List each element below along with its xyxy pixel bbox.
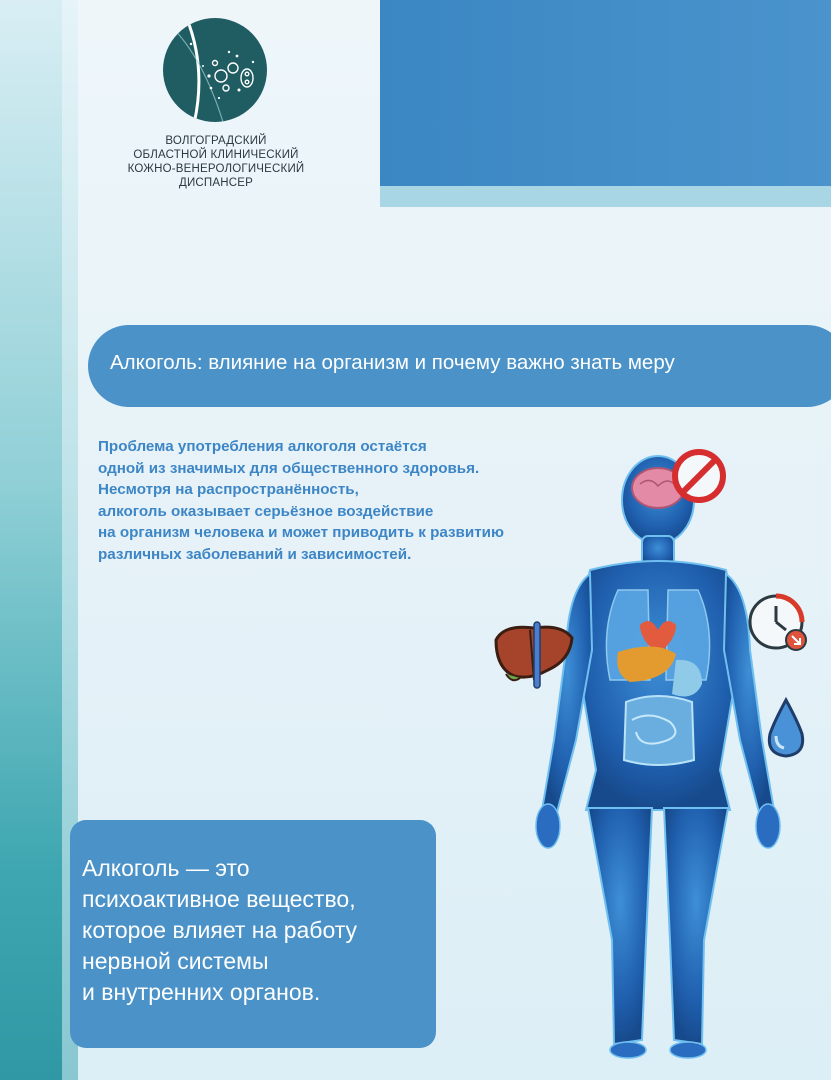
prohibition-icon xyxy=(670,447,728,505)
organization-name-line: КОЖНО-ВЕНЕРОЛОГИЧЕСКИЙ xyxy=(127,163,305,175)
organization-name xyxy=(110,134,322,190)
definition-line: психоактивное вещество, xyxy=(82,886,356,912)
intro-line: на организм человека и может приводить к развитию xyxy=(98,524,504,542)
definition-line: Алкоголь — это xyxy=(82,855,250,881)
definition-line: которое влияет на работу xyxy=(82,917,358,943)
organization-name-line: ВОЛГОГРАДСКИЙ xyxy=(165,135,267,147)
definition-text xyxy=(82,853,432,1008)
organization-logo-icon xyxy=(163,18,267,122)
definition-line: нервной системы xyxy=(82,948,269,974)
definition-line: и внутренних органов. xyxy=(82,979,321,1005)
intro-line: алкоголь оказывает серьёзное воздействие xyxy=(98,502,434,520)
intro-line: одной из значимых для общественного здоровья. xyxy=(98,459,480,477)
organization-name-line: ДИСПАНСЕР xyxy=(178,177,254,189)
intro-line: различных заболеваний и зависимостей. xyxy=(98,545,412,563)
organization-name-line: ОБЛАСТНОЙ КЛИНИЧЕСКИЙ xyxy=(133,149,299,161)
water-drop-icon xyxy=(762,696,810,760)
top-banner xyxy=(380,0,831,186)
human-body-icon xyxy=(480,440,831,1080)
page-title: Алкоголь: влияние на организм и почему важно знать меру xyxy=(110,351,675,374)
intro-line: Проблема употребления алкоголя остаётся xyxy=(98,438,427,455)
clock-icon xyxy=(746,590,810,654)
intro-line: Несмотря на распространённость, xyxy=(98,481,359,499)
liver-icon xyxy=(490,620,578,692)
